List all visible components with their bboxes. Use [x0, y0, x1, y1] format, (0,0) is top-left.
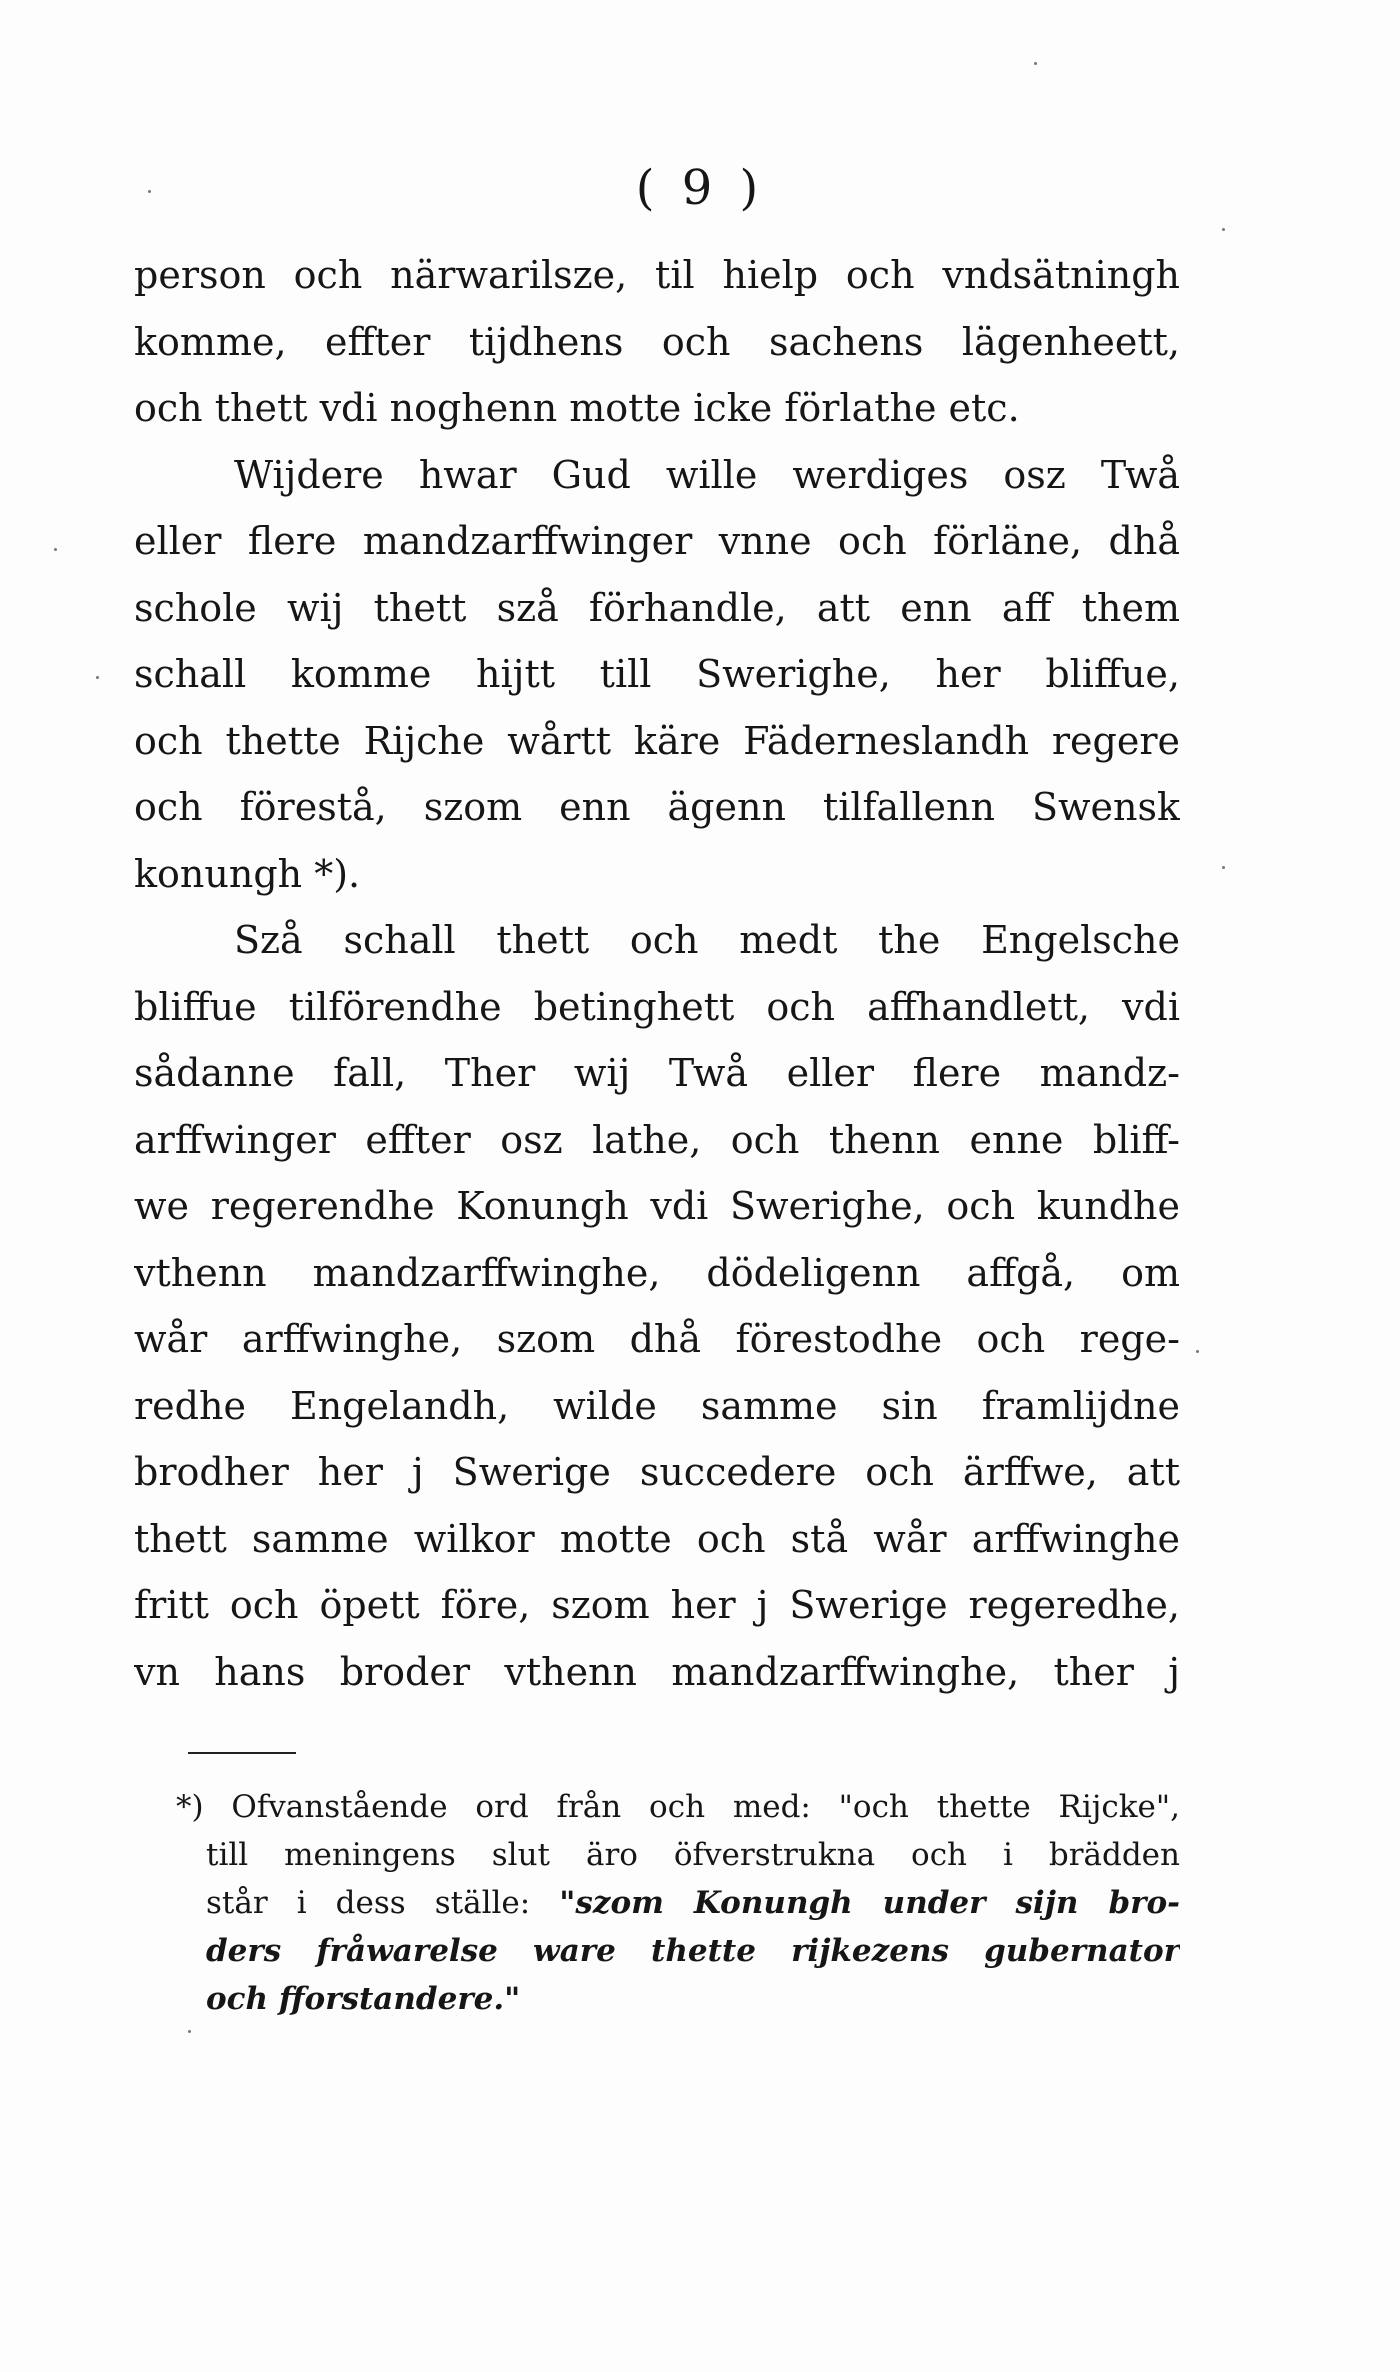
text-line: komme, effter tijdhens och sachens lägenheett, [134, 319, 1180, 364]
text-line: bliffue tilförendhe betinghett och affhandlett, vdi [134, 984, 1180, 1029]
main-text-body [134, 242, 1180, 1705]
text-line: fritt och öpett före, szom her j Swerige regeredhe, [134, 1583, 1180, 1627]
footnote-quote-line: ders fråwarelse ware thette rijkezens gubernator [206, 1933, 1180, 1969]
text-line: vthenn mandzarffwinghe, dödeligenn affgå, om [134, 1250, 1180, 1295]
text-line: konungh *). [134, 851, 361, 896]
text-line: redhe Engelandh, wilde samme sin framlijdne [134, 1383, 1180, 1428]
text-line: Szå schall thett och medt the Engelsche [234, 918, 1180, 962]
text-line: och thette Rijche wårtt käre Fäderneslandh regere [134, 718, 1180, 763]
text-line: person och närwarilsze, til hielp och vndsätningh [134, 253, 1180, 297]
footnote-line: *) Ofvanstående ord från och med: "och thette Rijcke", [176, 1789, 1180, 1825]
footnote-quote: "szom Konungh under sijn bro- [559, 1885, 1180, 1921]
page-number: ( 9 ) [635, 160, 765, 216]
text-line: eller flere mandzarffwinger vnne och förläne, dhå [134, 519, 1180, 563]
paper-speck [54, 548, 57, 551]
footnote-divider [188, 1752, 296, 1754]
text-line: och thett vdi noghenn motte icke förlathe etc. [134, 386, 1020, 430]
text-line: arffwinger effter osz lathe, och thenn enne bliff- [134, 1117, 1180, 1162]
paper-speck [1222, 228, 1225, 231]
paper-speck [96, 676, 99, 679]
text-line: thett samme wilkor motte och stå wår arffwinghe [134, 1516, 1180, 1561]
paper-speck [148, 190, 151, 193]
text-line: schole wij thett szå förhandle, att enn aff them [134, 585, 1180, 630]
paper-speck [1034, 62, 1037, 65]
footnote [176, 1783, 1180, 2023]
footnote-line [176, 1879, 1180, 1927]
text-line: vn hans broder vthenn mandzarffwinghe, ther j [134, 1649, 1180, 1694]
footnote-plain-text: står i dess ställe: [206, 1885, 560, 1921]
paper-speck [1196, 1350, 1199, 1353]
text-line: Wijdere hwar Gud wille werdiges osz Twå [234, 452, 1180, 497]
text-line: wår arffwinghe, szom dhå förestodhe och rege- [134, 1317, 1180, 1361]
footnote-quote-line: och fforstandere." [206, 1981, 521, 2017]
paper-speck [188, 2030, 191, 2033]
text-line: brodher her j Swerige succedere och ärffwe, att [134, 1450, 1180, 1494]
text-line: schall komme hijtt till Swerighe, her bliffue, [134, 652, 1180, 696]
text-line: sådanne fall, Ther wij Twå eller flere mandz- [134, 1051, 1180, 1095]
footnote-line: till meningens slut äro öfverstrukna och i brädden [206, 1837, 1180, 1873]
text-line: och förestå, szom enn ägenn tilfallenn Swensk [134, 785, 1180, 829]
paper-speck [1222, 866, 1225, 869]
text-line: we regerendhe Konungh vdi Swerighe, och kundhe [134, 1184, 1180, 1228]
